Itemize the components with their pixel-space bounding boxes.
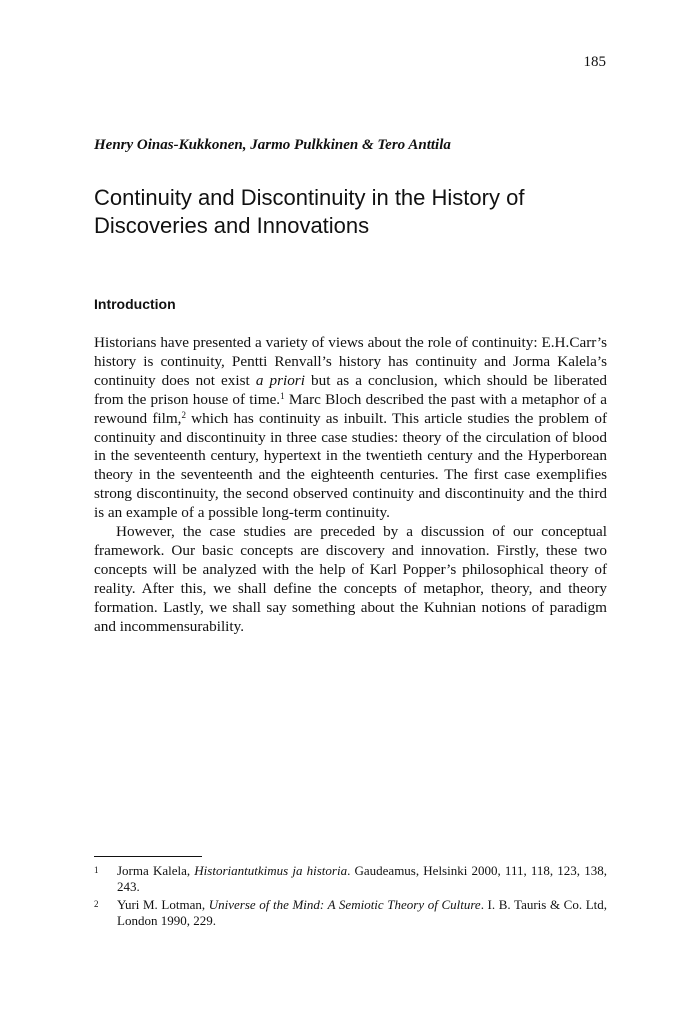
paragraph-1-text: which has continuity as inbuilt. This article studies the problem of continuity and discontinuity in three case studies: theory of the circulation of blood in the seventeenth century, hypertext in the twentieth century and the Hyperborean theory in the seventeenth and the eighteenth centuries. The first case exemplifies strong discontinuity, the second observed continuity and discontinuity and the third is an example of a possible long-term continuity. bbox=[94, 409, 608, 522]
footnote-ref-2[interactable]: 2 bbox=[181, 409, 186, 420]
footnote-text: . Gaudeamus, Helsinki 2000, 111, 118, 123, 138, 243. bbox=[117, 863, 607, 894]
footnote-text: Yuri M. Lotman, bbox=[117, 897, 209, 912]
footnote-title: Universe of the Mind: A Semiotic Theory of Culture bbox=[208, 897, 481, 912]
body-text bbox=[94, 334, 607, 637]
footnote-marker: 1 bbox=[94, 865, 99, 875]
italic-phrase: a priori bbox=[255, 371, 305, 389]
footnote-ref-1[interactable]: 1 bbox=[280, 390, 285, 401]
footnote-rule bbox=[94, 856, 202, 857]
author-line: Henry Oinas-Kukkonen, Jarmo Pulkkinen & Tero Anttila bbox=[94, 137, 451, 153]
paragraph-1-text: Historians have presented a variety of views about the role of continuity: E.H.Carr’s history is continuity, Pentti Renvall’s history has continuity and Jorma Kalela’s continuity does not exist bbox=[94, 334, 607, 389]
footnote-1 bbox=[94, 863, 607, 895]
page-number: 185 bbox=[583, 54, 606, 70]
footnote-title: Historiantutkimus ja historia bbox=[194, 863, 348, 878]
footnote-2 bbox=[94, 897, 607, 929]
footnote-text: Jorma Kalela, bbox=[117, 863, 195, 878]
paragraph-1-text: but as a conclusion, which should be liberated from the prison house of time. bbox=[94, 371, 607, 408]
footnote-text: . I. B. Tauris & Co. Ltd, London 1990, 229. bbox=[117, 897, 608, 928]
footnote-marker: 2 bbox=[94, 899, 99, 909]
article-title: Continuity and Discontinuity in the History of Discoveries and Innovations bbox=[94, 185, 525, 238]
footnotes bbox=[94, 863, 607, 931]
paragraph-1 bbox=[94, 334, 607, 523]
paragraph-1-text: Marc Bloch described the past with a metaphor of a rewound film, bbox=[94, 390, 607, 427]
section-heading-introduction: Introduction bbox=[94, 296, 176, 312]
paragraph-2: However, the case studies are preceded by a discussion of our conceptual framework. Our basic concepts are discovery and innovation. Firstly, these two concepts will be analyzed with the help of Karl Popper’s philosophical theory of reality. After this, we shall define the concepts of metaphor, theory, and theory formation. Lastly, we shall say something about the Kuhnian notions of paradigm and incommensurability. bbox=[94, 523, 607, 635]
